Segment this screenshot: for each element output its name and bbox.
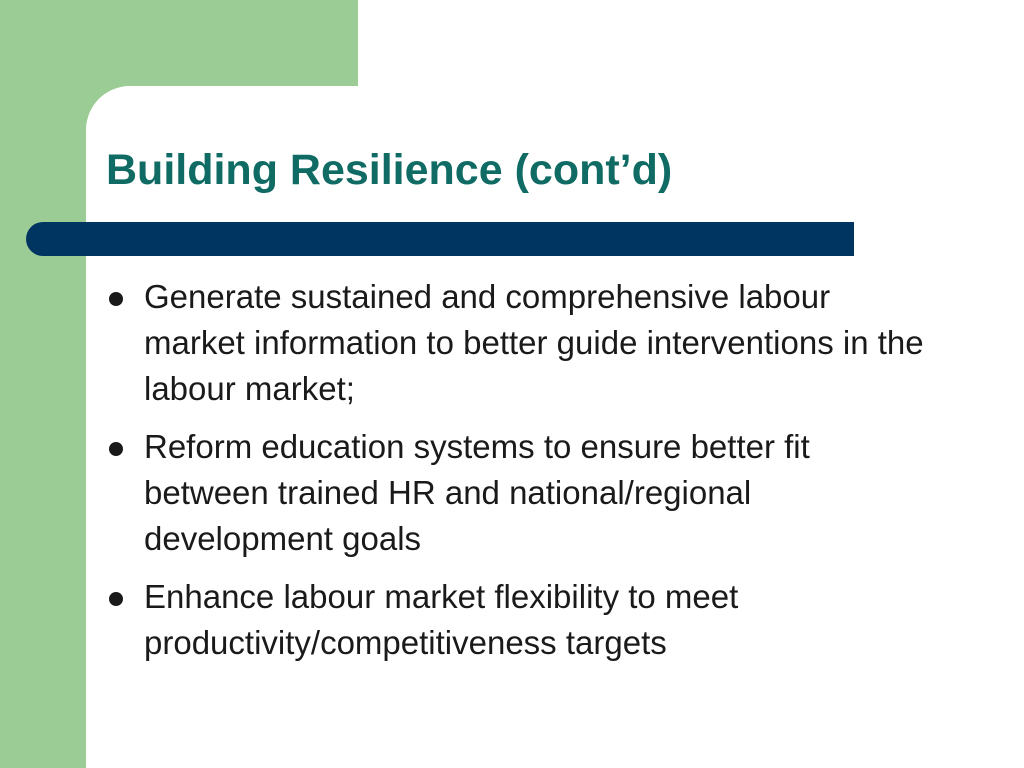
bullet-text: Reform education systems to ensure better fit between trained HR and national/regional development goals	[144, 428, 810, 557]
bullet-dot-icon	[109, 442, 123, 456]
bullet-item	[106, 574, 926, 666]
bullet-text: Enhance labour market flexibility to meet productivity/competitiveness targets	[144, 578, 739, 661]
bullet-list	[106, 274, 926, 678]
bullet-item	[106, 274, 926, 412]
bullet-dot-icon	[109, 592, 123, 606]
title-underline-bar	[26, 222, 854, 256]
bullet-item	[106, 424, 926, 562]
bullet-dot-icon	[109, 292, 123, 306]
bullet-text: Generate sustained and comprehensive labour market information to better guide interventions in the labour market;	[144, 278, 924, 407]
slide-title: Building Resilience (cont’d)	[106, 146, 673, 194]
